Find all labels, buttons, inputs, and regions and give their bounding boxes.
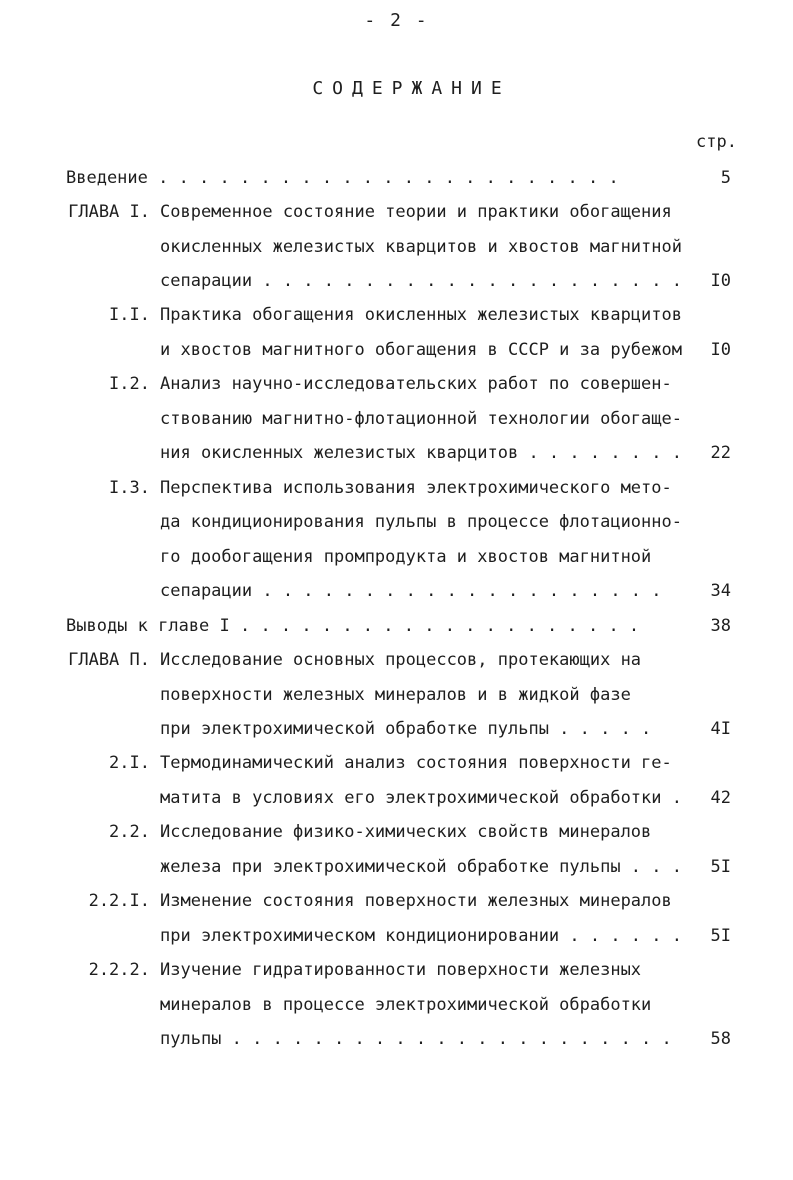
toc-line-text: минералов в процессе электрохимической обработки: [160, 995, 652, 1015]
toc-page-number: 34: [710, 581, 731, 601]
toc-page-number: I0: [710, 271, 731, 291]
toc-entry-label: 2.2.: [109, 822, 150, 842]
toc-line-text: Практика обогащения окисленных железистых кварцитов: [160, 305, 682, 325]
toc-line-text: Введение . . . . . . . . . . . . . . . . . . . . . . .: [66, 168, 619, 188]
toc-line-text: ния окисленных железистых кварцитов . . . . . . . .: [160, 443, 682, 463]
toc-line-text: Выводы к главе I . . . . . . . . . . . . . . . . . . . .: [66, 616, 640, 636]
toc-line-text: железа при электрохимической обработке пульпы . . .: [160, 857, 682, 877]
page-number: - 2 -: [364, 10, 429, 31]
toc-page-number: 5: [720, 168, 731, 188]
toc-page-number: 22: [710, 443, 731, 463]
toc-line-text: матита в условиях его электрохимической обработки .: [160, 788, 682, 808]
toc-entry-label: 2.2.2.: [88, 960, 150, 980]
toc-line-text: пульпы . . . . . . . . . . . . . . . . . . . . . .: [160, 1029, 672, 1049]
toc-line-text: ствованию магнитно-флотационной технологии обогаще-: [160, 409, 682, 429]
toc-line-text: сепарации . . . . . . . . . . . . . . . . . . . . .: [160, 271, 682, 291]
toc-entry-label: I.3.: [109, 478, 150, 498]
toc-line-text: Анализ научно-исследовательских работ по совершен-: [160, 374, 672, 394]
toc-line-text: поверхности железных минералов и в жидкой фазе: [160, 685, 631, 705]
toc-line-text: и хвостов магнитного обогащения в СССР и за рубежом: [160, 340, 682, 360]
toc-line-text: окисленных железистых кварцитов и хвостов магнитной: [160, 237, 682, 257]
toc-page-number: 58: [710, 1029, 731, 1049]
toc-line-text: Современное состояние теории и практики обогащения: [160, 202, 672, 222]
toc-line-text: го дообогащения промпродукта и хвостов магнитной: [160, 547, 652, 567]
toc-entry-label: ГЛАВА I.: [68, 202, 150, 222]
toc-line-text: Перспектива использования электрохимического мето-: [160, 478, 672, 498]
toc-page-number: 38: [710, 616, 731, 636]
toc-entry-label: 2.I.: [109, 753, 150, 773]
toc-line-text: Исследование основных процессов, протекающих на: [160, 650, 642, 670]
toc-line-text: Исследование физико-химических свойств минералов: [160, 822, 652, 842]
toc-entry-label: I.2.: [109, 374, 150, 394]
toc-page-number: 5I: [710, 857, 731, 877]
toc-line-text: Изменение состояния поверхности железных минералов: [160, 891, 672, 911]
toc-page-number: I0: [710, 340, 731, 360]
toc-entry-label: 2.2.I.: [88, 891, 150, 911]
page-column-label: стр.: [696, 132, 737, 152]
toc-line-text: да кондиционирования пульпы в процессе флотационно-: [160, 512, 682, 532]
toc-line-text: Изучение гидратированности поверхности железных: [160, 960, 642, 980]
toc-page-number: 42: [710, 788, 731, 808]
toc-line-text: при электрохимическом кондиционировании . . . . . .: [160, 926, 682, 946]
toc-entry-label: I.I.: [109, 305, 150, 325]
page-title: СОДЕРЖАНИЕ: [312, 78, 511, 99]
toc-line-text: сепарации . . . . . . . . . . . . . . . . . . . .: [160, 581, 662, 601]
toc-page-number: 5I: [710, 926, 731, 946]
toc-line-text: при электрохимической обработке пульпы . . . . .: [160, 719, 652, 739]
toc-line-text: Термодинамический анализ состояния поверхности ге-: [160, 753, 672, 773]
toc-page-number: 4I: [710, 719, 731, 739]
toc-entry-label: ГЛАВА П.: [68, 650, 150, 670]
